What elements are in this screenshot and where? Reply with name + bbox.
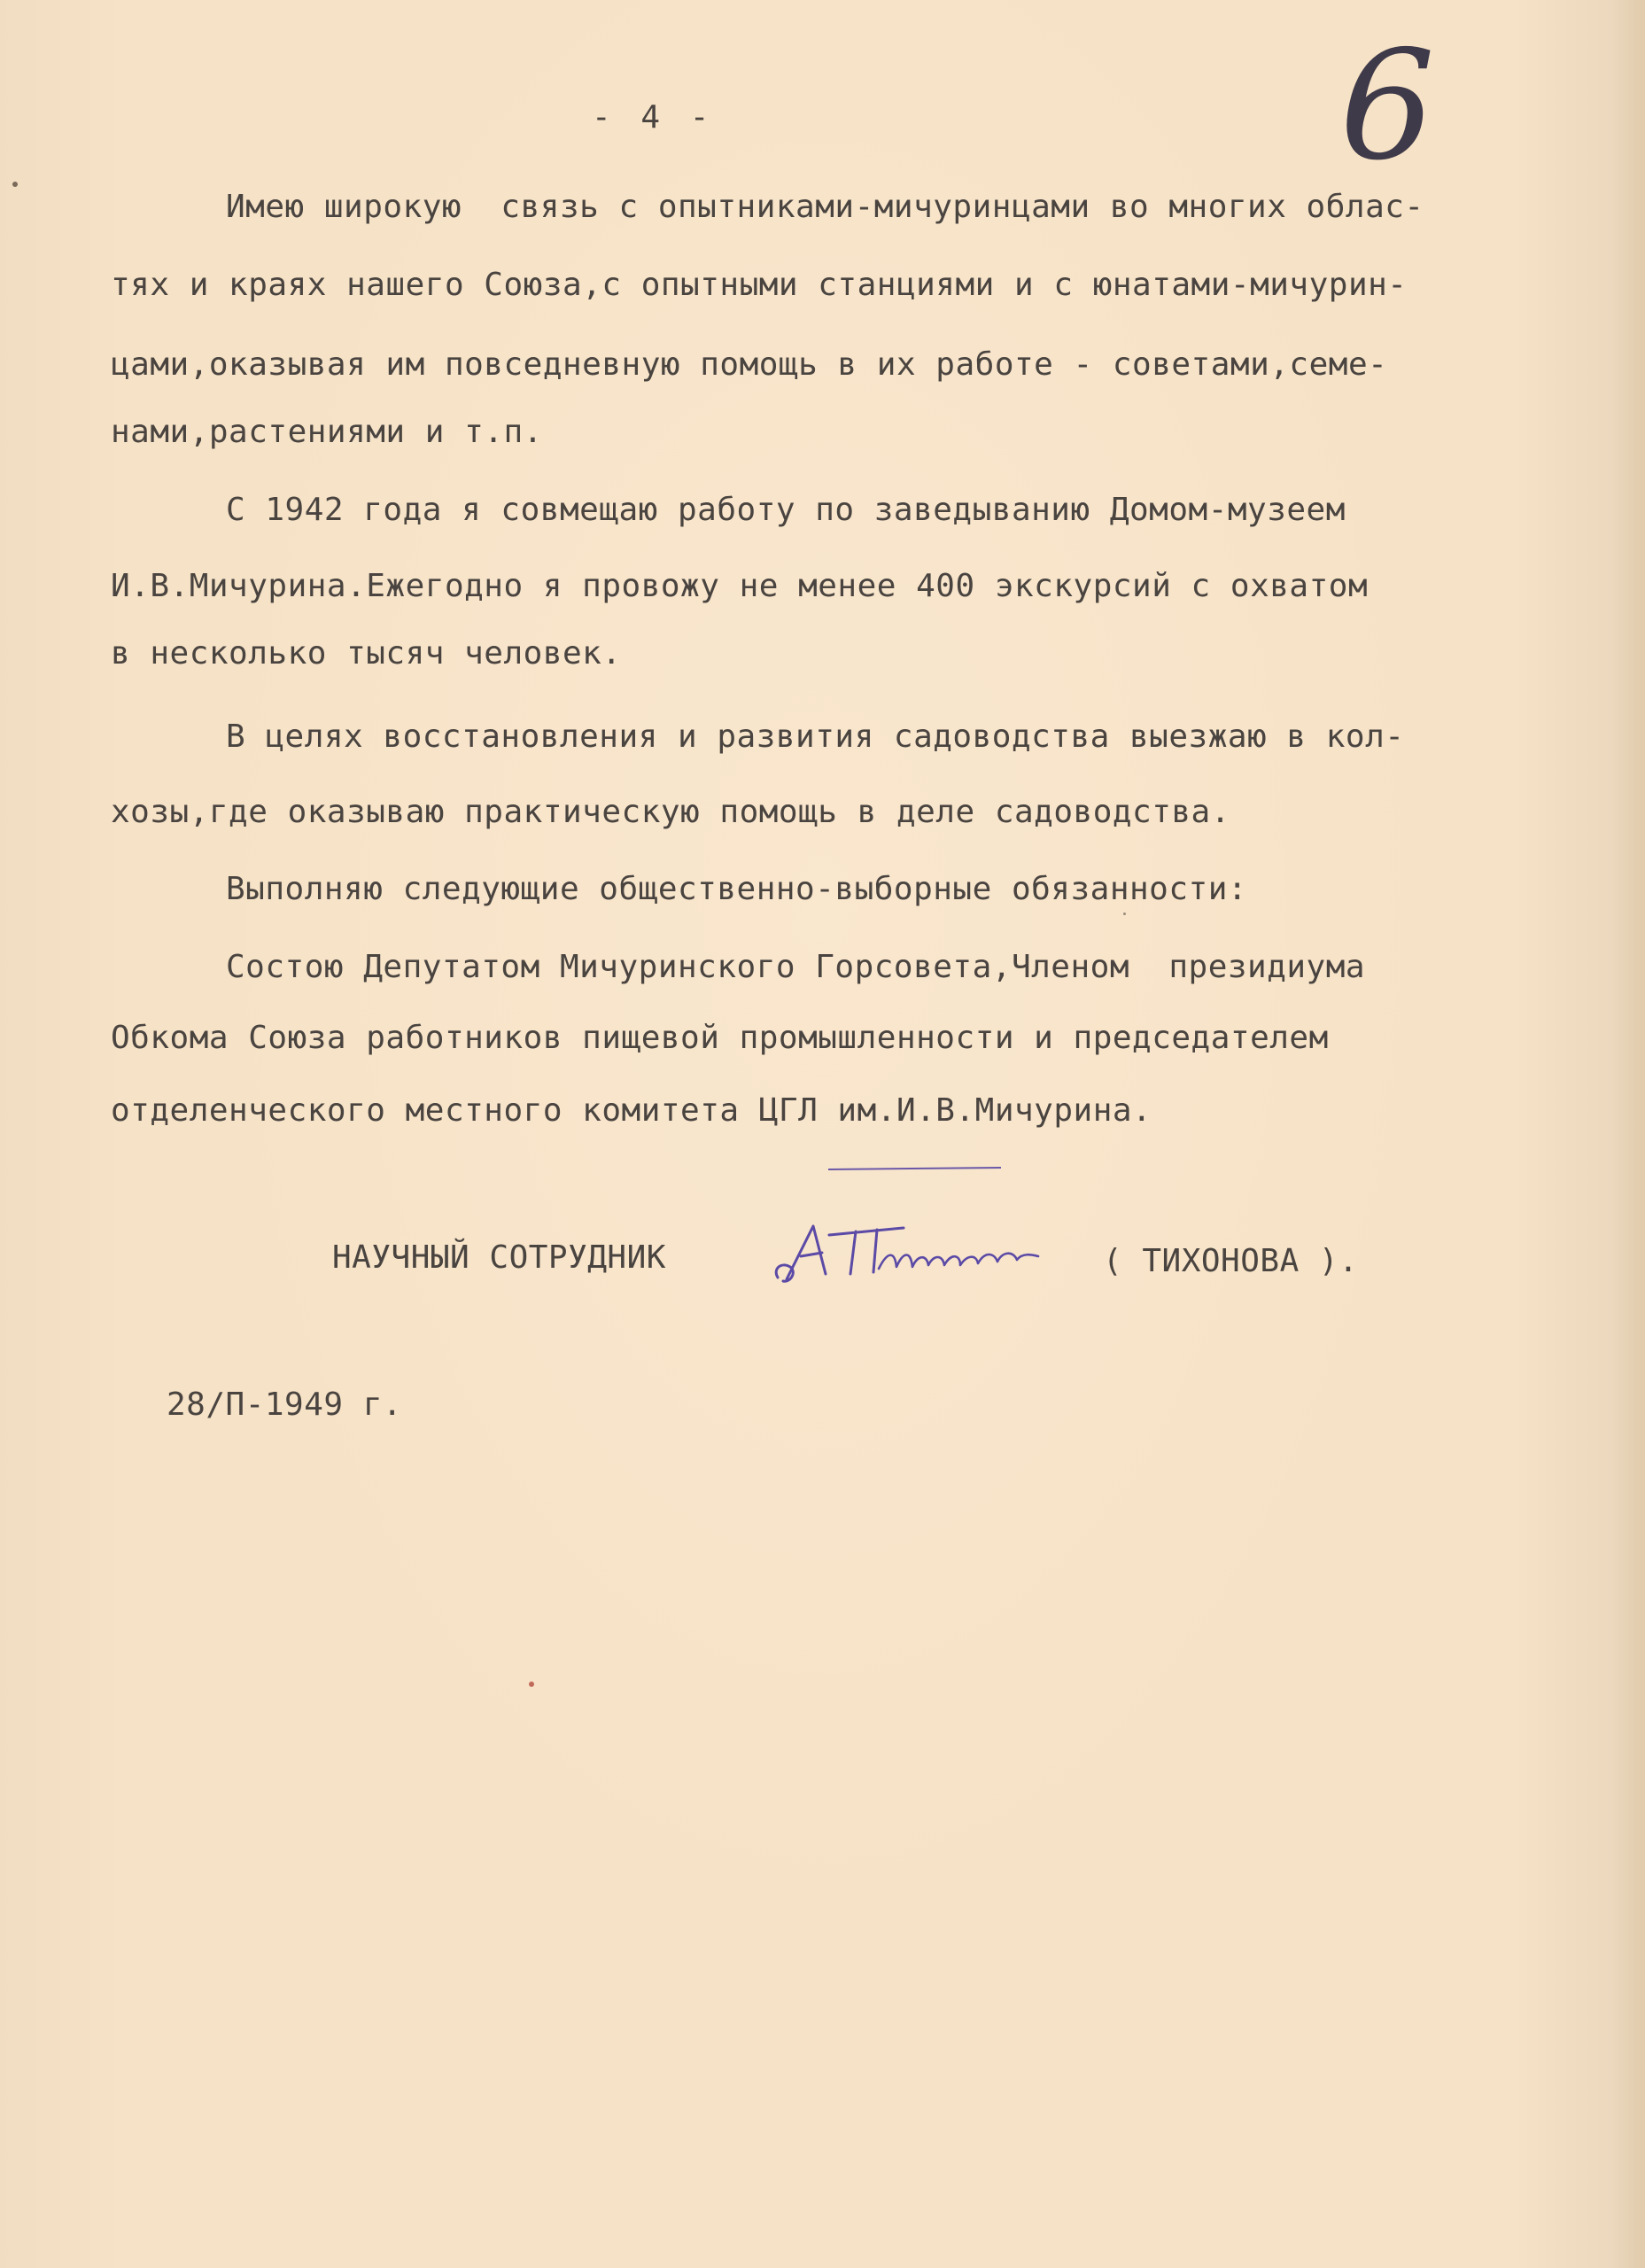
text-line: Выполняю следующие общественно-выборные обязанности: [226, 871, 1248, 907]
text-line: в несколько тысяч человек. [111, 635, 622, 672]
page-number: - 4 - [592, 99, 715, 136]
folio-number [1329, 25, 1435, 175]
text-line: тях и краях нашего Союза,с опытными станциями и с юнатами-мичурин- [111, 267, 1408, 303]
paper-speck [1123, 913, 1126, 915]
document-date: 28/П-1949 г. [167, 1386, 403, 1423]
signature-underline [828, 1167, 1001, 1170]
handwritten-signature [771, 1216, 1045, 1295]
text-line: Имею широкую связь с опытниками-мичуринцами во многих облас- [226, 189, 1424, 225]
svg-text:6: 6 [1339, 25, 1435, 175]
text-line: цами,оказывая им повседневную помощь в их работе - советами,семе- [111, 346, 1388, 383]
paper-speck [12, 182, 18, 187]
text-line: нами,растениями и т.п. [111, 414, 543, 450]
text-line: отделенческого местного комитета ЦГЛ им.И.В.Мичурина. [111, 1092, 1152, 1129]
text-line: И.В.Мичурина.Ежегодно я провожу не менее 400 экскурсий с охватом [111, 568, 1369, 604]
text-line: С 1942 года я совмещаю работу по заведыванию Домом-музеем [226, 492, 1346, 528]
paper-speck [529, 1682, 534, 1687]
text-line: хозы,где оказываю практическую помощь в деле садоводства. [111, 794, 1230, 830]
text-line: Состою Депутатом Мичуринского Горсовета,Членом президиума [226, 949, 1366, 985]
paper-edge [1611, 0, 1645, 2268]
signatory-title: НАУЧНЫЙ СОТРУДНИК [332, 1239, 666, 1276]
text-line: В целях восстановления и развития садоводства выезжаю в кол- [226, 718, 1405, 755]
signatory-name: ( ТИХОНОВА ). [1103, 1243, 1359, 1279]
text-line: Обкома Союза работников пищевой промышленности и председателем [111, 1020, 1329, 1056]
